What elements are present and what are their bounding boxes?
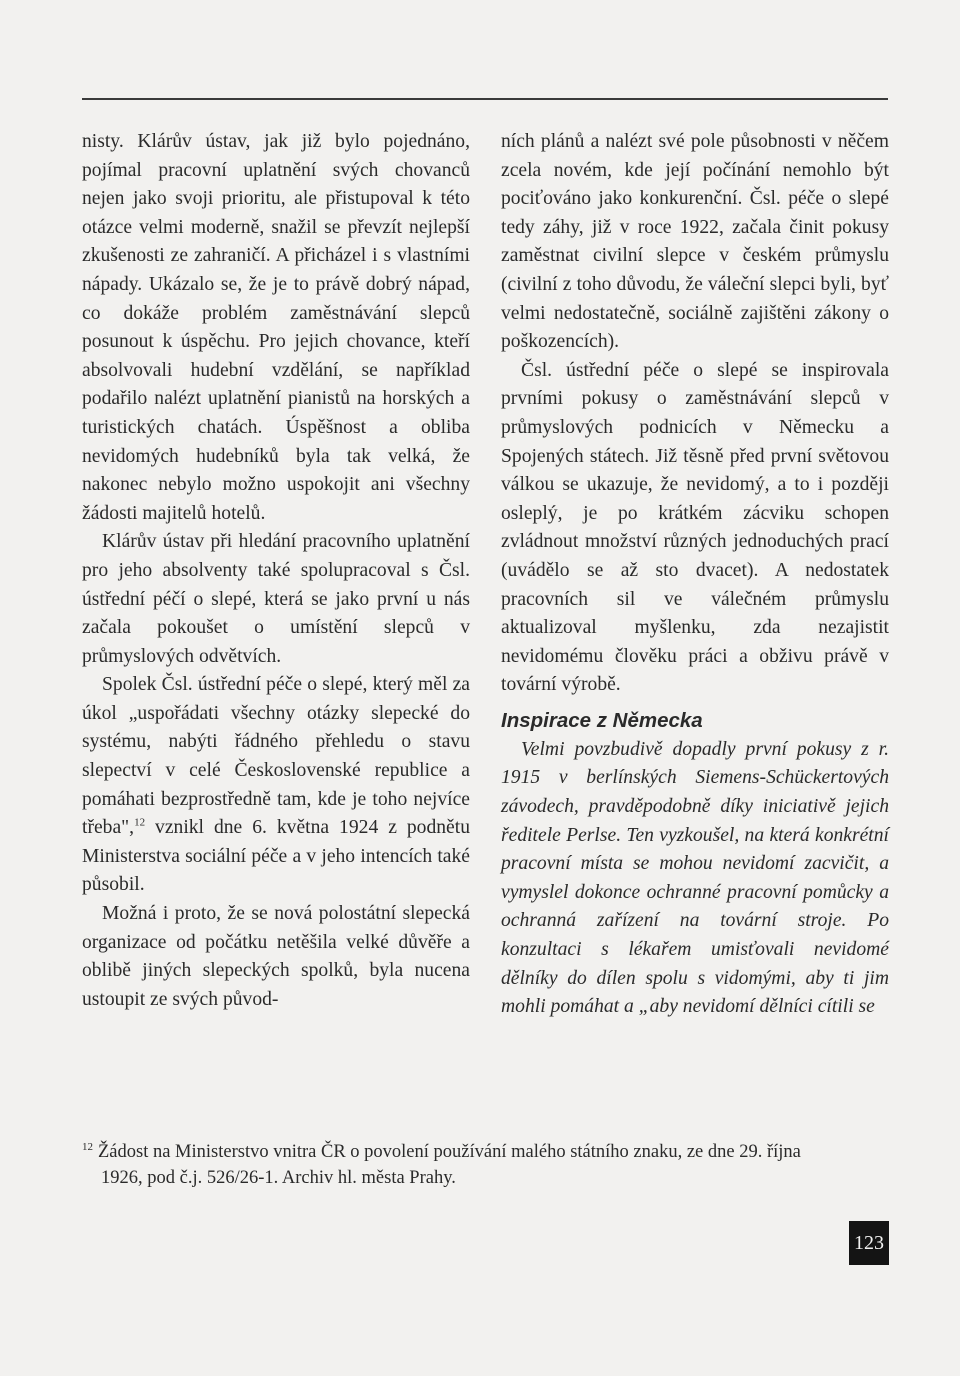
paragraph-text: vznikl dne 6. května 1924 z podnětu Ministerstva sociální péče a v jeho intencích také působil.	[82, 817, 470, 896]
footnote-reference[interactable]: 12	[134, 816, 146, 829]
left-column	[82, 128, 470, 1014]
footnote	[82, 1140, 892, 1191]
paragraph-text: Spolek Čsl. ústřední péče o slepé, který měl za úkol „uspořádati všechny otázky slepecké do systému, nabýti řádného přehledu o stavu slepectví v celé Československé republice a pomáhati bezprostředně tam, kde je toho nejvíce třeba",	[82, 674, 470, 839]
paragraph: Možná i proto, že se nová polostátní slepecká organizace od počátku netěšila velké důvěře a oblibě jiných slepeckých spolků, byla nucena ustoupit ze svých původ-	[82, 903, 470, 1010]
header-rule	[82, 98, 888, 100]
paragraph: Klárův ústav při hledání pracovního uplatnění pro jeho absolventy také spolupracoval s Čsl. ústřední péčí o slepé, která se jako první u nás začala pokoušet o umístění slepců v průmyslových odvětvích.	[82, 531, 470, 667]
paragraph: nisty. Klárův ústav, jak již bylo pojednáno, pojímal pracovní uplatnění svých chovanců nejen jako svoji prioritu, ale přistupoval k této otázce velmi moderně, snažil se převzít nejlepší zkušenosti ze zahraničí. A přicházel i s vlastními nápady. Ukázalo se, že je to právě dobrý nápad, co dokáže problém zaměstnávání slepců posunout k úspěchu. Pro jejich chovance, kteří absolvovali hudební vzdělání, se například podařilo nalézt uplatnění pianistů na horských a turistických chatách. Úspěšnost a obliba nevidomých hudebníků byla tak velká, že nakonec nebylo možno uspokojit ani všechny žádosti majitelů hotelů.	[82, 131, 470, 524]
footnote-text-line1: Žádost na Ministerstvo vnitra ČR o povolení používání malého státního znaku, ze dne 29. října	[98, 1142, 801, 1162]
right-column	[501, 128, 889, 1022]
section-heading: Inspirace z Německa	[501, 708, 703, 732]
paragraph	[82, 671, 470, 900]
footnote-text-line2: 1926, pod č.j. 526/26-1. Archiv hl. města Prahy.	[101, 1167, 456, 1188]
paragraph: Čsl. ústřední péče o slepé se inspirovala prvními pokusy o zaměstnávání slepců v průmyslových podnicích v Německu a Spojených státech. Již těsně před první světovou válkou se ukazuje, že nevidomý, a to i později osleplý, je po krátkém zácviku schopen zvládnout množství různých jednoduchých prací (uvádělo se až sto dvacet). A nedostatek pracovních sil ve válečném průmyslu aktualizoval myšlenku, zda nezajistit nevidomému člověku práci a obživu právě v tovární výrobě.	[501, 359, 889, 696]
paragraph: ních plánů a nalézt své pole působnosti v něčem zcela novém, kde její počínání nemohlo být pociťováno jako konkurenční. Čsl. péče o slepé tedy záhy, již v roce 1922, začala činit pokusy zaměstnat civilní slepce v českém průmyslu (civilní z toho důvodu, že váleční slepci byli, byť velmi nedostatečně, sociálně zajištěni zákony o poškozencích).	[501, 131, 889, 353]
paragraph-italic: Velmi povzbudivě dopadly první pokusy z r. 1915 v berlínských Siemens-Schückertových závodech, pravděpodobně díky iniciativě jejich ředitele Perlse. Ten vyzkoušel, na která konkrétní pracovní místa se mohou nevidomí zacvičit, a vymyslel dokonce ochranné pracovní pomůcky a ochranná zařízení na tovární stroje. Po konzultaci s lékařem umisťovali nevidomé dělníky do dílen spolu s vidomými, aby ti jim mohli pomáhat a „aby nevidomí dělníci cítili se	[501, 738, 889, 1018]
page-number: 123	[849, 1221, 889, 1265]
footnote-mark: 12	[82, 1140, 93, 1153]
